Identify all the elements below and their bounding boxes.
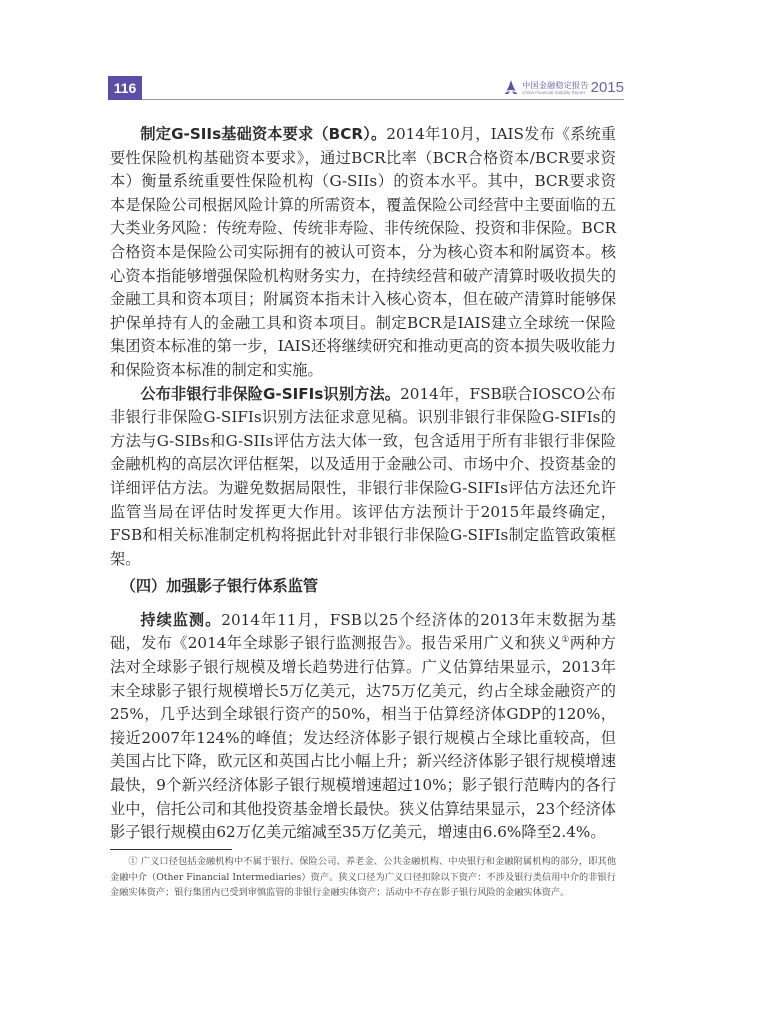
brand-year: 2015 xyxy=(590,79,624,96)
paragraph-bcr xyxy=(110,123,616,383)
paragraph-g-sifis xyxy=(110,383,616,572)
footnote-text: 广义口径包括金融机构中不属于银行、保险公司、养老金、公共金融机构、中央银行和金融附属机构的部分，即其他金融中介（Other Financial Intermediaries）资产。狭义口径为广义口径扣除以下资产：不涉及银行类信用中介的非银行金融实体资产；银行集团内已受到审慎监管的非银行金融实体资产；活动中不存在影子银行风险的金融实体资产。 xyxy=(110,856,617,899)
paragraph-text: 2014年，FSB联合IOSCO公布非银行非保险G-SIFIs识别方法征求意见稿。识别非银行非保险G-SIFIs的方法与G-SIBs和G-SIIs评估方法大体一致，包含适用于所有非银行非保险金融机构的高层次评估框架，以及适用于金融公司、市场中介、投资基金的详细评估方法。为避免数据局限性，非银行非保险G-SIFIs评估方法还允许监管当局在评估时发挥更大作用。该评估方法预计于2015年最终确定，FSB和相关标准制定机构将据此针对非银行非保险G-SIFIs制定监管政策框架。 xyxy=(110,384,616,568)
section-heading: （四）加强影子银行体系监管 xyxy=(120,577,319,596)
footnote-divider xyxy=(110,849,232,850)
brand-title-en: China Financial Stability Report xyxy=(522,89,585,95)
footnote xyxy=(110,854,616,901)
paragraph-text-before-ref: 2014年11月，FSB以25个经济体的2013年末数据为基础，发布《2014年全球影子银行监测报告》。报告采用广义和狭义 xyxy=(110,610,617,653)
footnote-marker: ① xyxy=(128,856,138,867)
page-number: 116 xyxy=(108,76,142,100)
paragraph-text: 2014年10月，IAIS发布《系统重要性保险机构基础资本要求》，通过BCR比率（BCR合格资本/BCR要求资本）衡量系统重要性保险机构（G-SIIs）的资本水平。其中，BCR要求资本是保险公司根据风险计算的所需资本，覆盖保险公司经营中主要面临的五大类业务风险：传统寿险、传统非寿险、非传统保险、投资和非保险。BCR合格资本是保险公司实际拥有的被认可资本，分为核心资本和附属资本。核心资本指能够增强保险机构财务实力，在持续经营和破产清算时吸收损失的金融工具和资本项目；附属资本指未计入核心资本，但在破产清算时能够保护保单持有人的金融工具和资本项目。制定BCR是IAIS建立全球统一保险集团资本标准的第一步，IAIS还将继续研究和推动更高的资本损失吸收能力和保险资本标准的制定和实施。 xyxy=(110,125,616,379)
paragraph-lead: 制定G-SIIs基础资本要求（BCR）。 xyxy=(140,125,387,143)
brand-title-cn: 中国金融稳定报告 xyxy=(522,80,589,90)
report-logo-icon xyxy=(504,80,518,96)
paragraph-lead: 持续监测。 xyxy=(140,610,222,629)
page-body xyxy=(110,123,616,845)
brand-text xyxy=(522,81,588,96)
report-brand xyxy=(504,77,624,99)
page-header xyxy=(108,76,624,102)
header-divider xyxy=(142,99,624,100)
footnote-reference[interactable]: ① xyxy=(561,635,570,646)
paragraph-shadow-banking xyxy=(110,609,616,845)
paragraph-text-after-ref: 两种方法对全球影子银行规模及增长趋势进行估算。广义估算结果显示，2013年末全球影子银行规模增长5万亿美元，达75万亿美元，约占全球金融资产的25%，几乎达到全球银行资产的50%，相当于估算经济体GDP的120%，接近2007年124%的峰值；发达经济体影子银行规模占全球比重较高，但美国占比下降，欧元区和英国占比小幅上升；新兴经济体影子银行规模增速最快，9个新兴经济体影子银行规模增速超过10%；影子银行范畴内的各行业中，信托公司和其他投资基金增长最快。狭义估算结果显示，23个经济体影子银行规模由62万亿美元缩减至35万亿美元，增速由6.6%降至2.4%。 xyxy=(110,634,616,842)
paragraph-lead: 公布非银行非保险G-SIFIs识别方法。 xyxy=(140,384,401,403)
